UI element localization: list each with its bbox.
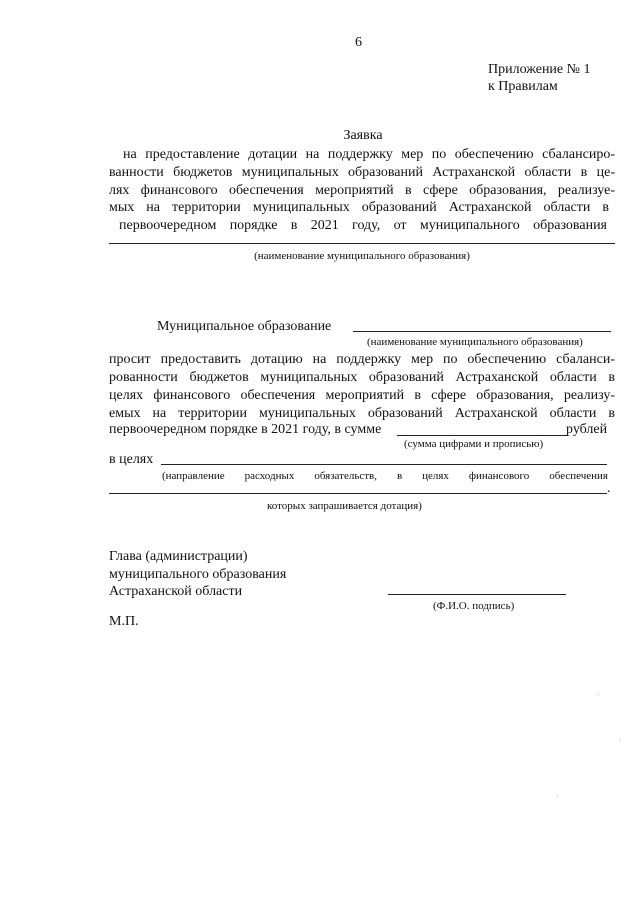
municipality-label: Муниципальное образование xyxy=(157,319,332,334)
appendix-reference: Приложение № 1 xyxy=(488,62,591,77)
purpose-label: в целях xyxy=(109,452,154,467)
subtitle-line: первоочередном порядке в 2021 году, от муниципального образования xyxy=(119,218,607,233)
sum-line-text: первоочередном порядке в 2021 году, в сумме xyxy=(109,422,382,437)
subtitle-line: лях финансового обеспечения мероприятий в сфере образования, реализуе- xyxy=(109,183,615,198)
purpose-line-dot: . xyxy=(607,481,611,496)
caption-municipality-name: (наименование муниципального образования) xyxy=(367,336,583,348)
page-number: 6 xyxy=(355,35,362,50)
rubles-label: рублей xyxy=(566,422,608,437)
municipality-name-line xyxy=(109,243,615,244)
caption-signature: (Ф.И.О. подпись) xyxy=(433,600,515,612)
caption-purpose: которых запрашивается дотация) xyxy=(267,500,422,512)
caption-municipality-name: (наименование муниципального образования) xyxy=(254,250,470,262)
sum-amount-line xyxy=(397,435,567,436)
purpose-line xyxy=(109,493,607,494)
signatory-title: муниципального образования xyxy=(109,567,287,582)
signatory-title: Астраханской области xyxy=(109,584,243,599)
subtitle-line: на предоставление дотации на поддержку мер по обеспечению сбалансиро- xyxy=(123,147,615,162)
request-line: рованности бюджетов муниципальных образований Астраханской области в xyxy=(109,370,615,385)
municipality-name-line xyxy=(353,331,611,332)
subtitle-line: мых на территории муниципальных образований Астраханской области в xyxy=(109,200,609,215)
scan-speck xyxy=(557,796,558,797)
request-line: емых на территории муниципальных образований Астраханской области в xyxy=(109,406,615,421)
scan-speck xyxy=(620,740,621,741)
signatory-title: Глава (администрации) xyxy=(109,549,248,564)
stamp-label: М.П. xyxy=(109,614,139,629)
signature-line xyxy=(388,594,566,595)
caption-sum: (сумма цифрами и прописью) xyxy=(404,438,544,450)
request-line: просит предоставить дотацию на поддержку мер по обеспечению сбаланси- xyxy=(109,352,615,367)
subtitle-line: ванности бюджетов муниципальных образований Астраханской области в це- xyxy=(109,165,615,180)
scan-speck xyxy=(598,694,599,695)
purpose-line xyxy=(161,464,607,465)
caption-purpose: (направление расходных обязательств, в целях финансового обеспечения xyxy=(162,470,608,482)
appendix-rules: к Правилам xyxy=(488,79,558,94)
request-line: целях финансового обеспечения мероприятий в сфере образования, реализу- xyxy=(109,388,615,403)
document-title: Заявка xyxy=(343,128,383,143)
